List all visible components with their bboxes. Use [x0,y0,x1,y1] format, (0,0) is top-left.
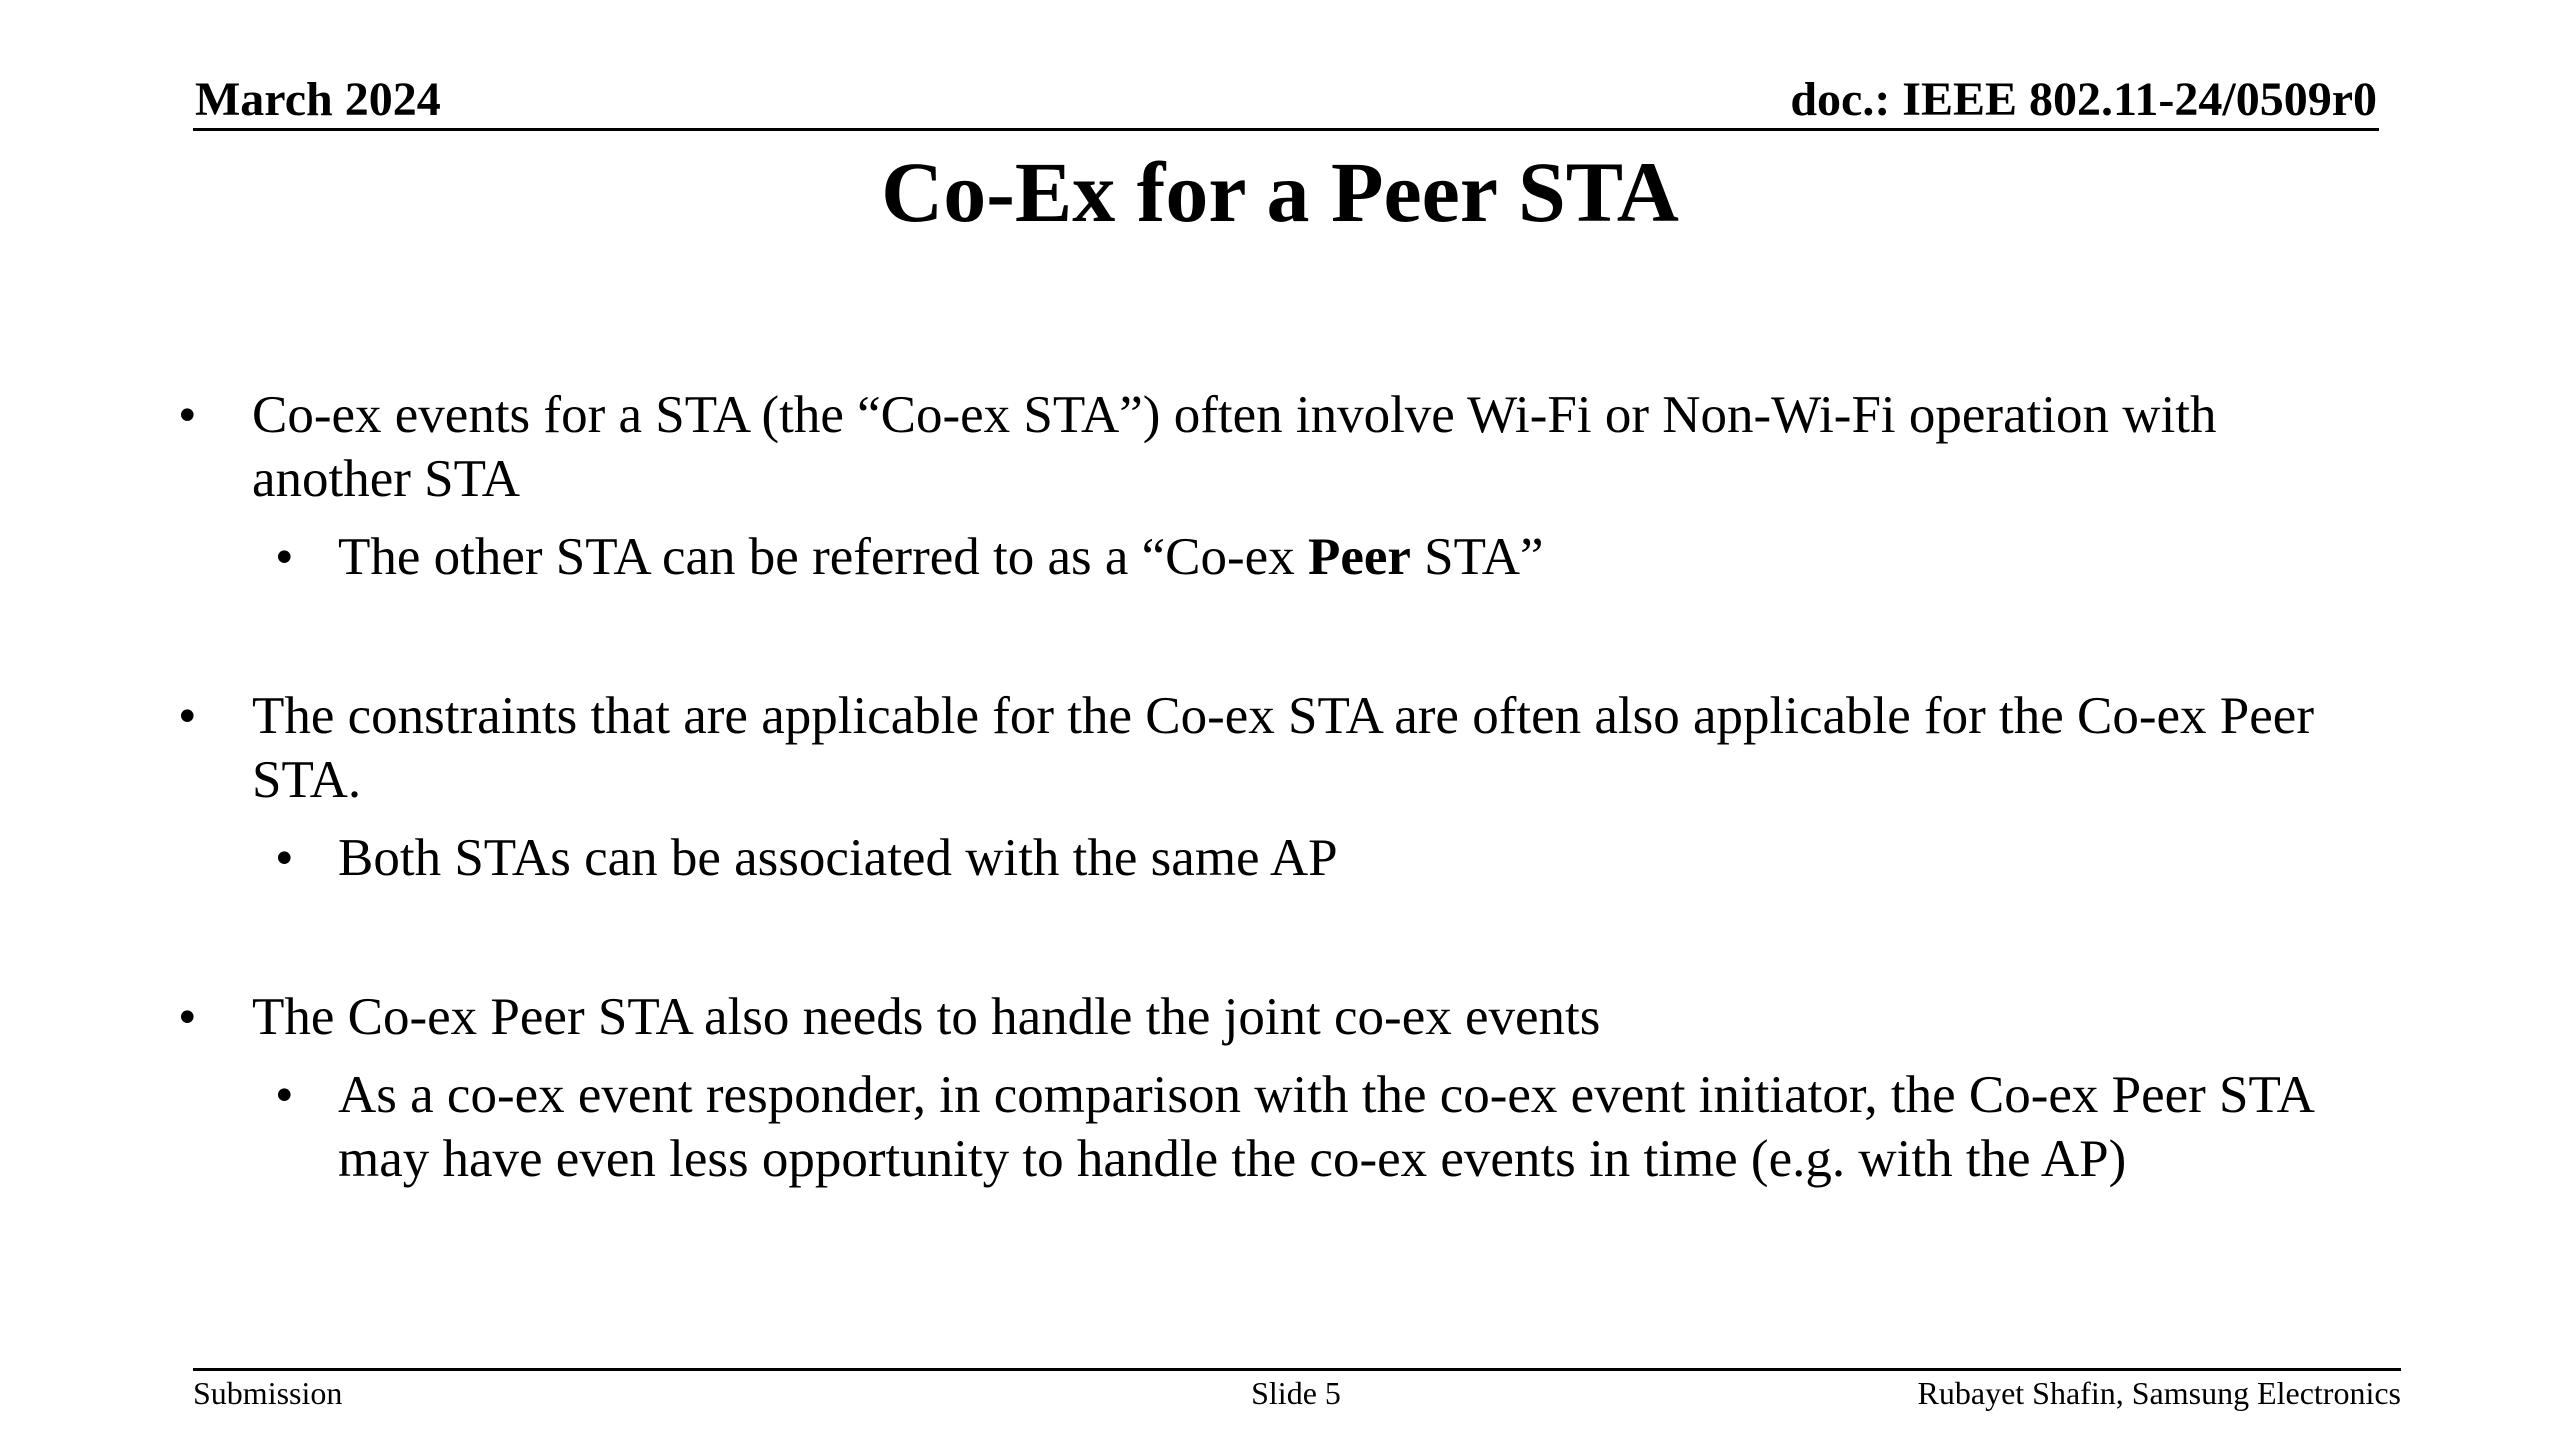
sub-bullet-text: The other STA can be referred to as a “Co-ex [338,528,1308,586]
sub-bullet-text: As a co-ex event responder, in comparison with the co-ex event initiator, the Co-ex Peer STA may have even less opportunity to handle the co-ex events in time (e.g. with the AP) [338,1066,2313,1188]
bullet-text: Co-ex events for a STA (the “Co-ex STA”) often involve Wi-Fi or Non-Wi-Fi operation with another STA [252,386,2217,508]
sub-bullet-text-end: STA” [1410,528,1544,586]
sub-bullet-dot: • [275,528,294,586]
sub-bullet-item [0,1063,2363,1191]
header-doc-id: doc.: IEEE 802.11-24/0509r0 [1790,73,2377,126]
bullet-group-2 [0,684,2560,890]
slide-title: Co-Ex for a Peer STA [881,144,1679,240]
sub-bullet-bold-text: Peer [1307,528,1411,586]
bullet-text: The Co-ex Peer STA also needs to handle the joint co-ex events [252,988,1601,1046]
bullet-item [0,383,2362,511]
bullet-dot: • [178,386,197,444]
bullet-dot: • [178,687,197,745]
bullet-text: The constraints that are applicable for the Co-ex STA are often also applicable for the Co-ex Peer STA. [252,687,2314,809]
sub-bullet-item [0,826,2363,890]
footer-author: Rubayet Shafin, Samsung Electronics [1917,1375,2401,1411]
bullet-group-3 [0,985,2560,1191]
footer-slide-number: Slide 5 [1251,1375,1341,1411]
sub-bullet-item [0,525,2363,589]
sub-bullet-dot: • [275,1066,294,1124]
bullet-dot: • [178,988,197,1046]
sub-bullet-dot: • [275,829,294,887]
footer-divider [193,1368,2401,1371]
footer-submission: Submission [193,1375,343,1411]
header-date: March 2024 [195,73,441,126]
bullet-item [0,985,2362,1049]
bullet-group-1 [0,383,2560,589]
sub-bullet-text: Both STAs can be associated with the same AP [338,829,1338,887]
bullet-item [0,684,2362,812]
